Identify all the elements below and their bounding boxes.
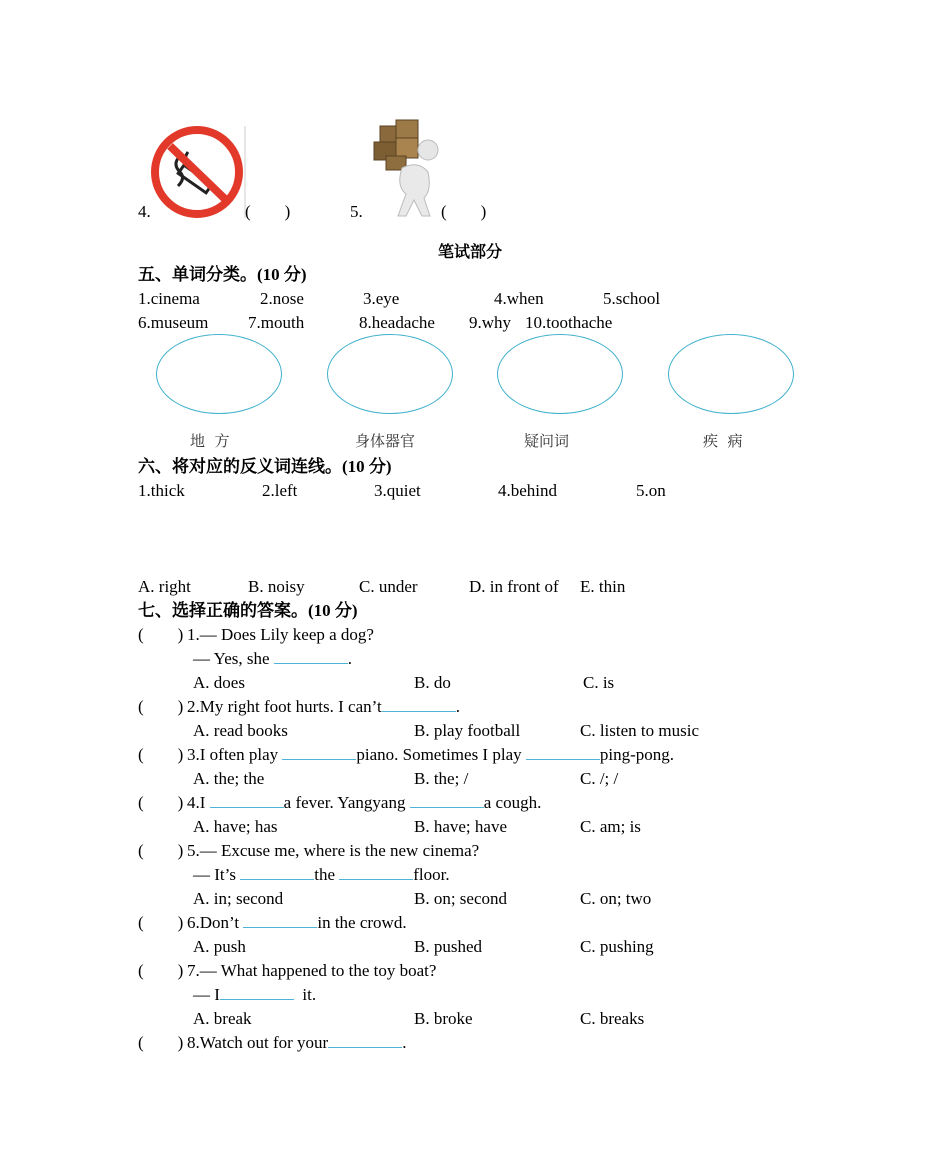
question-text: 2.My right foot hurts. I can’t — [187, 697, 382, 716]
question-text: ping-pong. — [599, 745, 675, 764]
listening-item-5-answer-bracket[interactable]: ( ) — [441, 202, 487, 221]
antonym-right-item[interactable]: E. thin — [580, 577, 626, 596]
answer-blank[interactable] — [243, 913, 317, 928]
question-text: 8.Watch out for your — [187, 1033, 329, 1052]
word-item: 1.cinema — [138, 289, 200, 308]
question-text: the — [314, 865, 340, 884]
antonym-right-item[interactable]: C. under — [359, 577, 418, 596]
question-1-stem: 1.— Does Lily keep a dog? — [187, 625, 374, 644]
category-oval-body-parts[interactable] — [327, 334, 453, 414]
word-item: 10.toothache — [525, 313, 613, 332]
answer-blank[interactable] — [210, 793, 284, 808]
question-3-stem — [187, 745, 674, 765]
section-7-title: 七、选择正确的答案。(10 分) — [138, 601, 358, 620]
word-item: 8.headache — [359, 313, 435, 332]
option-c[interactable]: C. /; / — [580, 769, 619, 788]
option-c[interactable]: C. listen to music — [580, 721, 699, 740]
question-text: . — [347, 649, 353, 668]
question-text: — I — [193, 985, 220, 1004]
written-part-title: 笔试部分 — [438, 242, 503, 261]
question-text: 6.Don’t — [187, 913, 244, 932]
option-c[interactable]: C. am; is — [580, 817, 641, 836]
category-oval-question-words[interactable] — [497, 334, 623, 414]
word-item: 5.school — [603, 289, 661, 308]
category-oval-place[interactable] — [156, 334, 282, 414]
question-1-line-2 — [193, 649, 352, 669]
option-c[interactable]: C. is — [583, 673, 615, 692]
section-6-title: 六、将对应的反义词连线。(10 分) — [138, 457, 392, 476]
question-5-line-2 — [193, 865, 450, 885]
antonym-right-item[interactable]: B. noisy — [248, 577, 305, 596]
question-6-stem — [187, 913, 407, 933]
question-text: in the crowd. — [317, 913, 407, 932]
question-text: it. — [293, 985, 317, 1004]
question-text: piano. Sometimes I play — [356, 745, 526, 764]
option-a[interactable]: A. read books — [193, 721, 288, 740]
question-8-stem — [187, 1033, 406, 1053]
answer-bracket[interactable]: ( ) — [138, 793, 184, 812]
answer-bracket[interactable]: ( ) — [138, 625, 184, 644]
option-b[interactable]: B. broke — [414, 1009, 473, 1028]
category-label-illness: 疾 病 — [703, 432, 743, 450]
option-a[interactable]: A. push — [193, 937, 246, 956]
answer-bracket[interactable]: ( ) — [138, 745, 184, 764]
question-7-line-2 — [193, 985, 316, 1005]
answer-blank[interactable] — [410, 793, 484, 808]
word-item: 4.when — [494, 289, 544, 308]
question-text: 3.I often play — [187, 745, 283, 764]
word-item: 6.museum — [138, 313, 209, 332]
answer-blank[interactable] — [240, 865, 314, 880]
antonym-left-item[interactable]: 5.on — [636, 481, 666, 500]
option-b[interactable]: B. on; second — [414, 889, 508, 908]
answer-bracket[interactable]: ( ) — [138, 961, 184, 980]
answer-blank[interactable] — [339, 865, 413, 880]
antonym-right-item[interactable]: D. in front of — [469, 577, 559, 596]
question-4-stem — [187, 793, 541, 813]
answer-blank[interactable] — [526, 745, 600, 760]
antonym-left-item[interactable]: 2.left — [262, 481, 298, 500]
question-text: floor. — [413, 865, 450, 884]
option-a[interactable]: A. break — [193, 1009, 252, 1028]
category-oval-illness[interactable] — [668, 334, 794, 414]
answer-blank[interactable] — [328, 1033, 402, 1048]
option-b[interactable]: B. pushed — [414, 937, 482, 956]
carrying-boxes-figure — [366, 118, 444, 218]
antonym-left-item[interactable]: 1.thick — [138, 481, 185, 500]
answer-bracket[interactable]: ( ) — [138, 697, 184, 716]
option-b[interactable]: B. do — [414, 673, 451, 692]
question-5-stem: 5.— Excuse me, where is the new cinema? — [187, 841, 480, 860]
option-a[interactable]: A. does — [193, 673, 245, 692]
category-label-place: 地 方 — [190, 432, 230, 450]
question-text: . — [455, 697, 460, 716]
word-item: 2.nose — [260, 289, 304, 308]
option-a[interactable]: A. the; the — [193, 769, 265, 788]
answer-blank[interactable] — [274, 649, 348, 664]
option-c[interactable]: C. on; two — [580, 889, 652, 908]
option-b[interactable]: B. play football — [414, 721, 521, 740]
antonym-right-item[interactable]: A. right — [138, 577, 191, 596]
answer-bracket[interactable]: ( ) — [138, 1033, 184, 1052]
option-a[interactable]: A. have; has — [193, 817, 278, 836]
question-text: . — [402, 1033, 407, 1052]
option-a[interactable]: A. in; second — [193, 889, 284, 908]
option-b[interactable]: B. the; / — [414, 769, 469, 788]
question-2-stem — [187, 697, 460, 717]
category-label-question-words: 疑问词 — [524, 432, 570, 450]
question-text: 4.I — [187, 793, 210, 812]
word-item: 7.mouth — [248, 313, 305, 332]
question-text: — Yes, she — [193, 649, 274, 668]
listening-item-5-number: 5. — [350, 202, 363, 221]
section-5-title: 五、单词分类。(10 分) — [138, 265, 307, 284]
question-text: — It’s — [193, 865, 241, 884]
antonym-left-item[interactable]: 3.quiet — [374, 481, 421, 500]
answer-bracket[interactable]: ( ) — [138, 913, 184, 932]
option-c[interactable]: C. pushing — [580, 937, 654, 956]
question-text: a cough. — [483, 793, 542, 812]
question-text: a fever. Yangyang — [283, 793, 410, 812]
answer-blank[interactable] — [220, 985, 294, 1000]
question-7-stem: 7.— What happened to the toy boat? — [187, 961, 437, 980]
option-b[interactable]: B. have; have — [414, 817, 507, 836]
antonym-left-item[interactable]: 4.behind — [498, 481, 558, 500]
listening-item-4-number: 4. — [138, 202, 151, 221]
answer-blank[interactable] — [382, 697, 456, 712]
word-item: 3.eye — [363, 289, 400, 308]
answer-blank[interactable] — [282, 745, 356, 760]
word-item: 9.why — [469, 313, 512, 332]
answer-bracket[interactable]: ( ) — [138, 841, 184, 860]
option-c[interactable]: C. breaks — [580, 1009, 645, 1028]
listening-item-4-answer-bracket[interactable]: ( ) — [245, 202, 291, 221]
category-label-body-parts: 身体器官 — [355, 432, 416, 450]
no-smoking-icon — [150, 126, 246, 218]
